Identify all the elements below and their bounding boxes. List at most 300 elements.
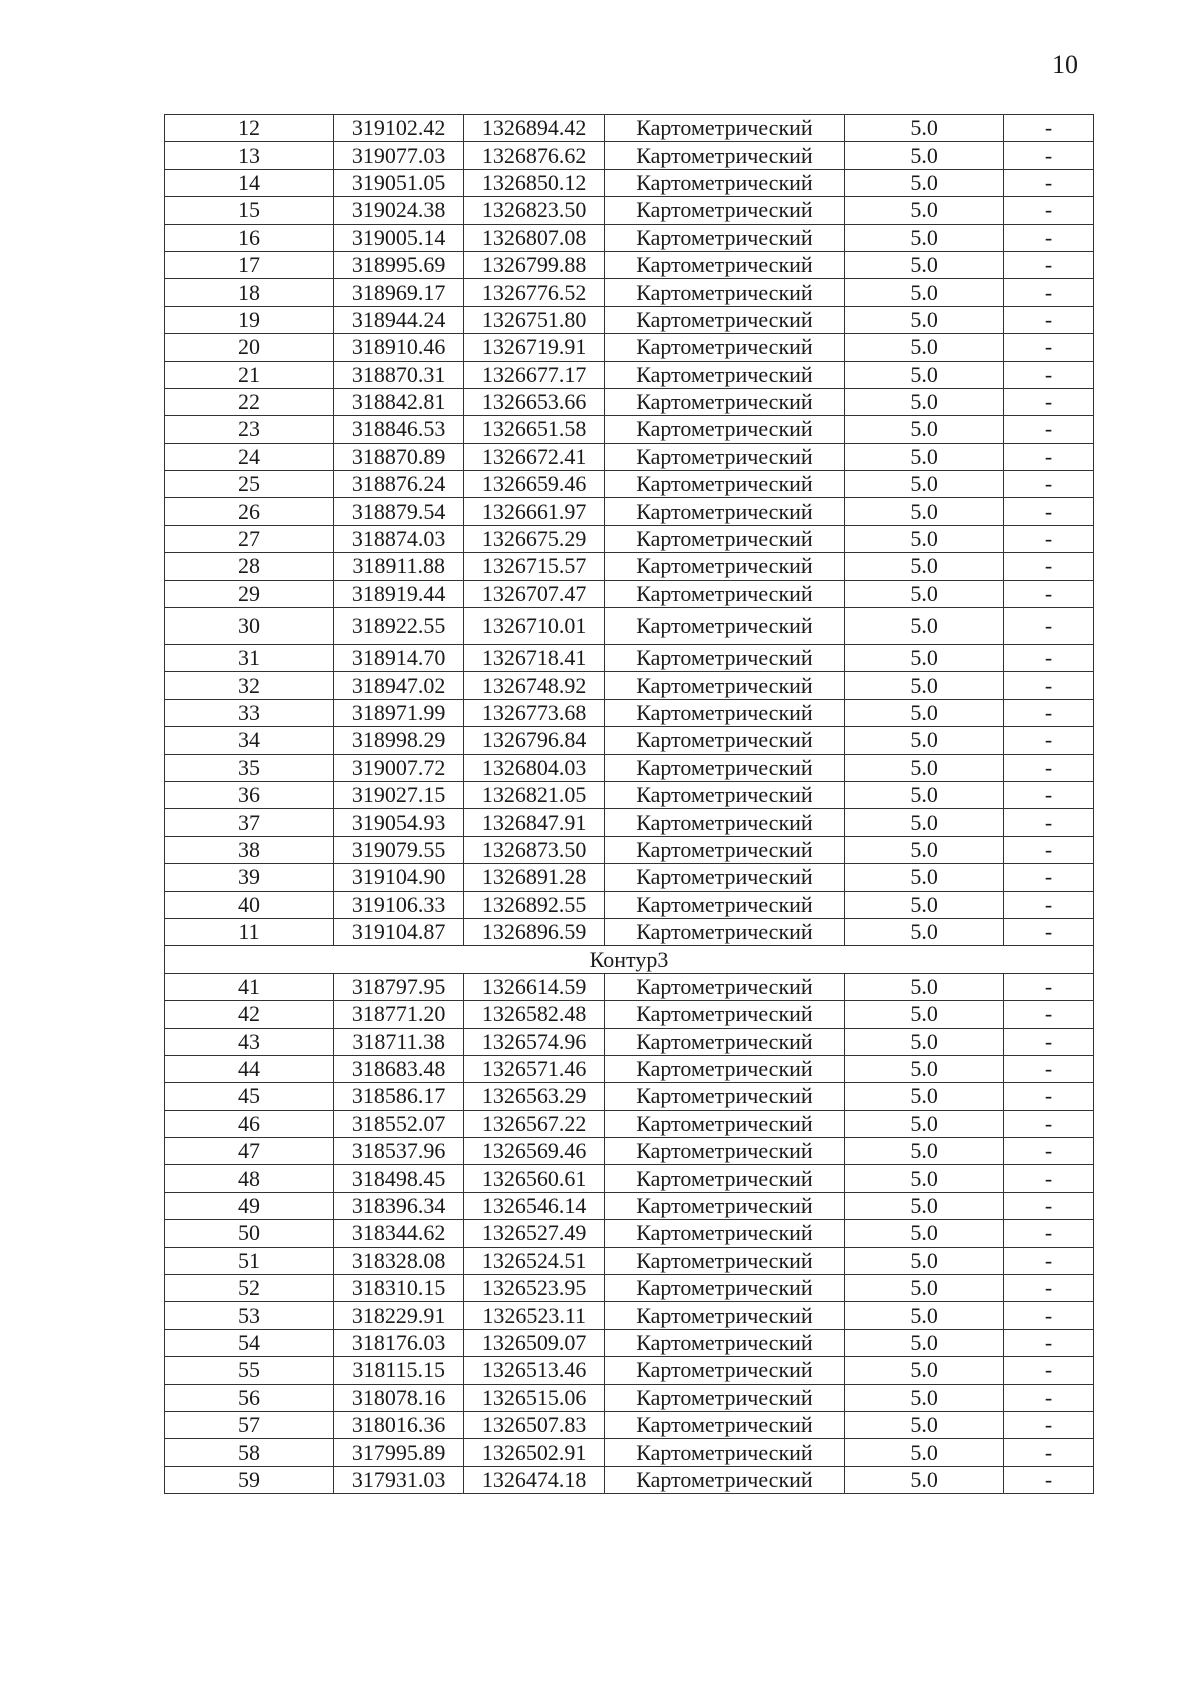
- description-cell: -: [1004, 1055, 1094, 1082]
- method-cell: Картометрический: [604, 525, 844, 552]
- description-cell: -: [1004, 197, 1094, 224]
- y-coordinate-cell: 1326502.91: [464, 1439, 605, 1466]
- method-cell: Картометрический: [604, 608, 844, 645]
- accuracy-cell: 5.0: [845, 471, 1004, 498]
- accuracy-cell: 5.0: [845, 836, 1004, 863]
- table-row: [165, 197, 1094, 224]
- x-coordinate-cell: 318797.95: [333, 973, 463, 1000]
- point-number-cell: 46: [165, 1110, 334, 1137]
- method-cell: Картометрический: [604, 1247, 844, 1274]
- accuracy-cell: 5.0: [845, 1302, 1004, 1329]
- accuracy-cell: 5.0: [845, 1275, 1004, 1302]
- table-row: [165, 334, 1094, 361]
- y-coordinate-cell: 1326776.52: [464, 279, 605, 306]
- x-coordinate-cell: 318914.70: [333, 645, 463, 672]
- description-cell: -: [1004, 836, 1094, 863]
- table-row: [165, 1247, 1094, 1274]
- y-coordinate-cell: 1326748.92: [464, 672, 605, 699]
- method-cell: Картометрический: [604, 142, 844, 169]
- table-row: [165, 361, 1094, 388]
- x-coordinate-cell: 318969.17: [333, 279, 463, 306]
- point-number-cell: 56: [165, 1384, 334, 1411]
- x-coordinate-cell: 318016.36: [333, 1411, 463, 1438]
- point-number-cell: 20: [165, 334, 334, 361]
- accuracy-cell: 5.0: [845, 1220, 1004, 1247]
- y-coordinate-cell: 1326653.66: [464, 388, 605, 415]
- x-coordinate-cell: 319005.14: [333, 224, 463, 251]
- accuracy-cell: 5.0: [845, 553, 1004, 580]
- table-row: [165, 498, 1094, 525]
- y-coordinate-cell: 1326513.46: [464, 1357, 605, 1384]
- x-coordinate-cell: 319007.72: [333, 754, 463, 781]
- y-coordinate-cell: 1326892.55: [464, 891, 605, 918]
- point-number-cell: 11: [165, 918, 334, 945]
- x-coordinate-cell: 318944.24: [333, 306, 463, 333]
- description-cell: -: [1004, 416, 1094, 443]
- y-coordinate-cell: 1326574.96: [464, 1028, 605, 1055]
- accuracy-cell: 5.0: [845, 169, 1004, 196]
- method-cell: Картометрический: [604, 836, 844, 863]
- method-cell: Картометрический: [604, 1411, 844, 1438]
- method-cell: Картометрический: [604, 809, 844, 836]
- description-cell: -: [1004, 1110, 1094, 1137]
- accuracy-cell: 5.0: [845, 115, 1004, 142]
- description-cell: -: [1004, 891, 1094, 918]
- method-cell: Картометрический: [604, 1439, 844, 1466]
- y-coordinate-cell: 1326847.91: [464, 809, 605, 836]
- accuracy-cell: 5.0: [845, 809, 1004, 836]
- accuracy-cell: 5.0: [845, 727, 1004, 754]
- description-cell: -: [1004, 1001, 1094, 1028]
- y-coordinate-cell: 1326873.50: [464, 836, 605, 863]
- accuracy-cell: 5.0: [845, 645, 1004, 672]
- x-coordinate-cell: 318919.44: [333, 580, 463, 607]
- accuracy-cell: 5.0: [845, 1083, 1004, 1110]
- description-cell: -: [1004, 224, 1094, 251]
- point-number-cell: 29: [165, 580, 334, 607]
- table-row: [165, 645, 1094, 672]
- accuracy-cell: 5.0: [845, 1357, 1004, 1384]
- table-row: [165, 1055, 1094, 1082]
- accuracy-cell: 5.0: [845, 334, 1004, 361]
- point-number-cell: 34: [165, 727, 334, 754]
- description-cell: -: [1004, 754, 1094, 781]
- point-number-cell: 59: [165, 1466, 334, 1493]
- y-coordinate-cell: 1326582.48: [464, 1001, 605, 1028]
- y-coordinate-cell: 1326563.29: [464, 1083, 605, 1110]
- point-number-cell: 28: [165, 553, 334, 580]
- accuracy-cell: 5.0: [845, 781, 1004, 808]
- method-cell: Картометрический: [604, 1384, 844, 1411]
- description-cell: -: [1004, 169, 1094, 196]
- x-coordinate-cell: 318344.62: [333, 1220, 463, 1247]
- method-cell: Картометрический: [604, 864, 844, 891]
- description-cell: -: [1004, 1275, 1094, 1302]
- point-number-cell: 54: [165, 1329, 334, 1356]
- description-cell: -: [1004, 1165, 1094, 1192]
- accuracy-cell: 5.0: [845, 224, 1004, 251]
- point-number-cell: 43: [165, 1028, 334, 1055]
- x-coordinate-cell: 318498.45: [333, 1165, 463, 1192]
- accuracy-cell: 5.0: [845, 1411, 1004, 1438]
- y-coordinate-cell: 1326804.03: [464, 754, 605, 781]
- accuracy-cell: 5.0: [845, 754, 1004, 781]
- point-number-cell: 40: [165, 891, 334, 918]
- method-cell: Картометрический: [604, 1192, 844, 1219]
- y-coordinate-cell: 1326659.46: [464, 471, 605, 498]
- y-coordinate-cell: 1326823.50: [464, 197, 605, 224]
- method-cell: Картометрический: [604, 197, 844, 224]
- method-cell: Картометрический: [604, 645, 844, 672]
- table-row: [165, 1220, 1094, 1247]
- x-coordinate-cell: 319027.15: [333, 781, 463, 808]
- x-coordinate-cell: 318870.89: [333, 443, 463, 470]
- method-cell: Картометрический: [604, 416, 844, 443]
- x-coordinate-cell: 318910.46: [333, 334, 463, 361]
- point-number-cell: 50: [165, 1220, 334, 1247]
- method-cell: Картометрический: [604, 891, 844, 918]
- y-coordinate-cell: 1326515.06: [464, 1384, 605, 1411]
- description-cell: -: [1004, 580, 1094, 607]
- point-number-cell: 51: [165, 1247, 334, 1274]
- method-cell: Картометрический: [604, 699, 844, 726]
- table-row: [165, 1302, 1094, 1329]
- accuracy-cell: 5.0: [845, 388, 1004, 415]
- description-cell: -: [1004, 142, 1094, 169]
- table-row: [165, 553, 1094, 580]
- table-row: [165, 224, 1094, 251]
- point-number-cell: 31: [165, 645, 334, 672]
- x-coordinate-cell: 318229.91: [333, 1302, 463, 1329]
- x-coordinate-cell: 318310.15: [333, 1275, 463, 1302]
- table-row: [165, 1028, 1094, 1055]
- point-number-cell: 58: [165, 1439, 334, 1466]
- method-cell: Картометрический: [604, 754, 844, 781]
- y-coordinate-cell: 1326527.49: [464, 1220, 605, 1247]
- y-coordinate-cell: 1326523.95: [464, 1275, 605, 1302]
- table-row: [165, 1275, 1094, 1302]
- point-number-cell: 23: [165, 416, 334, 443]
- accuracy-cell: 5.0: [845, 1466, 1004, 1493]
- method-cell: Картометрический: [604, 1275, 844, 1302]
- table-row: [165, 306, 1094, 333]
- method-cell: Картометрический: [604, 1357, 844, 1384]
- x-coordinate-cell: 318078.16: [333, 1384, 463, 1411]
- description-cell: -: [1004, 471, 1094, 498]
- method-cell: Картометрический: [604, 553, 844, 580]
- method-cell: Картометрический: [604, 973, 844, 1000]
- table-row: [165, 608, 1094, 645]
- table-row: [165, 973, 1094, 1000]
- x-coordinate-cell: 318846.53: [333, 416, 463, 443]
- description-cell: -: [1004, 1357, 1094, 1384]
- table-row: [165, 781, 1094, 808]
- description-cell: -: [1004, 781, 1094, 808]
- description-cell: -: [1004, 361, 1094, 388]
- table-row: [165, 443, 1094, 470]
- x-coordinate-cell: 318115.15: [333, 1357, 463, 1384]
- x-coordinate-cell: 318711.38: [333, 1028, 463, 1055]
- method-cell: Картометрический: [604, 169, 844, 196]
- x-coordinate-cell: 318396.34: [333, 1192, 463, 1219]
- point-number-cell: 49: [165, 1192, 334, 1219]
- point-number-cell: 32: [165, 672, 334, 699]
- point-number-cell: 45: [165, 1083, 334, 1110]
- x-coordinate-cell: 319106.33: [333, 891, 463, 918]
- y-coordinate-cell: 1326507.83: [464, 1411, 605, 1438]
- y-coordinate-cell: 1326796.84: [464, 727, 605, 754]
- table-row: [165, 891, 1094, 918]
- method-cell: Картометрический: [604, 115, 844, 142]
- accuracy-cell: 5.0: [845, 973, 1004, 1000]
- table-row: [165, 251, 1094, 278]
- table-row: [165, 525, 1094, 552]
- point-number-cell: 53: [165, 1302, 334, 1329]
- y-coordinate-cell: 1326896.59: [464, 918, 605, 945]
- accuracy-cell: 5.0: [845, 525, 1004, 552]
- point-number-cell: 48: [165, 1165, 334, 1192]
- description-cell: -: [1004, 1302, 1094, 1329]
- accuracy-cell: 5.0: [845, 361, 1004, 388]
- point-number-cell: 30: [165, 608, 334, 645]
- accuracy-cell: 5.0: [845, 142, 1004, 169]
- x-coordinate-cell: 318771.20: [333, 1001, 463, 1028]
- y-coordinate-cell: 1326509.07: [464, 1329, 605, 1356]
- method-cell: Картометрический: [604, 1001, 844, 1028]
- y-coordinate-cell: 1326567.22: [464, 1110, 605, 1137]
- accuracy-cell: 5.0: [845, 672, 1004, 699]
- accuracy-cell: 5.0: [845, 864, 1004, 891]
- table-row: [165, 809, 1094, 836]
- table-row: [165, 1329, 1094, 1356]
- x-coordinate-cell: 318879.54: [333, 498, 463, 525]
- description-cell: -: [1004, 727, 1094, 754]
- y-coordinate-cell: 1326751.80: [464, 306, 605, 333]
- accuracy-cell: 5.0: [845, 918, 1004, 945]
- y-coordinate-cell: 1326715.57: [464, 553, 605, 580]
- accuracy-cell: 5.0: [845, 279, 1004, 306]
- table-row: [165, 672, 1094, 699]
- table-row: [165, 279, 1094, 306]
- table-row: [165, 1138, 1094, 1165]
- point-number-cell: 16: [165, 224, 334, 251]
- method-cell: Картометрический: [604, 388, 844, 415]
- method-cell: Картометрический: [604, 1138, 844, 1165]
- method-cell: Картометрический: [604, 1055, 844, 1082]
- x-coordinate-cell: 318922.55: [333, 608, 463, 645]
- method-cell: Картометрический: [604, 918, 844, 945]
- method-cell: Картометрический: [604, 443, 844, 470]
- description-cell: -: [1004, 973, 1094, 1000]
- x-coordinate-cell: 318683.48: [333, 1055, 463, 1082]
- description-cell: -: [1004, 443, 1094, 470]
- coordinates-table: [164, 114, 1094, 1494]
- x-coordinate-cell: 318537.96: [333, 1138, 463, 1165]
- method-cell: Картометрический: [604, 224, 844, 251]
- table-row: [165, 142, 1094, 169]
- description-cell: -: [1004, 306, 1094, 333]
- y-coordinate-cell: 1326651.58: [464, 416, 605, 443]
- accuracy-cell: 5.0: [845, 699, 1004, 726]
- section-title: Контур3: [165, 946, 1094, 973]
- description-cell: -: [1004, 1411, 1094, 1438]
- point-number-cell: 13: [165, 142, 334, 169]
- point-number-cell: 19: [165, 306, 334, 333]
- x-coordinate-cell: 319077.03: [333, 142, 463, 169]
- description-cell: -: [1004, 645, 1094, 672]
- y-coordinate-cell: 1326675.29: [464, 525, 605, 552]
- y-coordinate-cell: 1326523.11: [464, 1302, 605, 1329]
- accuracy-cell: 5.0: [845, 498, 1004, 525]
- x-coordinate-cell: 318947.02: [333, 672, 463, 699]
- point-number-cell: 42: [165, 1001, 334, 1028]
- point-number-cell: 15: [165, 197, 334, 224]
- description-cell: -: [1004, 672, 1094, 699]
- y-coordinate-cell: 1326719.91: [464, 334, 605, 361]
- description-cell: -: [1004, 1028, 1094, 1055]
- table-row: [165, 388, 1094, 415]
- x-coordinate-cell: 319024.38: [333, 197, 463, 224]
- y-coordinate-cell: 1326677.17: [464, 361, 605, 388]
- y-coordinate-cell: 1326614.59: [464, 973, 605, 1000]
- table-row: [165, 1466, 1094, 1493]
- y-coordinate-cell: 1326571.46: [464, 1055, 605, 1082]
- point-number-cell: 21: [165, 361, 334, 388]
- x-coordinate-cell: 317931.03: [333, 1466, 463, 1493]
- x-coordinate-cell: 318328.08: [333, 1247, 463, 1274]
- point-number-cell: 17: [165, 251, 334, 278]
- table-row: [165, 471, 1094, 498]
- accuracy-cell: 5.0: [845, 1192, 1004, 1219]
- table-row: [165, 580, 1094, 607]
- table-row: [165, 1411, 1094, 1438]
- x-coordinate-cell: 319102.42: [333, 115, 463, 142]
- description-cell: -: [1004, 1466, 1094, 1493]
- table-row: [165, 699, 1094, 726]
- y-coordinate-cell: 1326474.18: [464, 1466, 605, 1493]
- description-cell: -: [1004, 1329, 1094, 1356]
- description-cell: -: [1004, 809, 1094, 836]
- table-row: [165, 1083, 1094, 1110]
- point-number-cell: 37: [165, 809, 334, 836]
- x-coordinate-cell: 317995.89: [333, 1439, 463, 1466]
- description-cell: -: [1004, 1138, 1094, 1165]
- method-cell: Картометрический: [604, 498, 844, 525]
- method-cell: Картометрический: [604, 672, 844, 699]
- table-row: [165, 1357, 1094, 1384]
- section-row: [165, 946, 1094, 973]
- x-coordinate-cell: 318995.69: [333, 251, 463, 278]
- description-cell: -: [1004, 918, 1094, 945]
- method-cell: Картометрический: [604, 580, 844, 607]
- method-cell: Картометрический: [604, 279, 844, 306]
- accuracy-cell: 5.0: [845, 1055, 1004, 1082]
- accuracy-cell: 5.0: [845, 306, 1004, 333]
- method-cell: Картометрический: [604, 1083, 844, 1110]
- table-row: [165, 1384, 1094, 1411]
- x-coordinate-cell: 318876.24: [333, 471, 463, 498]
- description-cell: -: [1004, 1439, 1094, 1466]
- point-number-cell: 57: [165, 1411, 334, 1438]
- accuracy-cell: 5.0: [845, 1329, 1004, 1356]
- description-cell: -: [1004, 525, 1094, 552]
- coordinates-table-body: [165, 115, 1094, 1494]
- y-coordinate-cell: 1326524.51: [464, 1247, 605, 1274]
- table-row: [165, 1165, 1094, 1192]
- page-number: 10: [1052, 50, 1078, 79]
- description-cell: -: [1004, 1247, 1094, 1274]
- y-coordinate-cell: 1326707.47: [464, 580, 605, 607]
- point-number-cell: 52: [165, 1275, 334, 1302]
- method-cell: Картометрический: [604, 306, 844, 333]
- accuracy-cell: 5.0: [845, 251, 1004, 278]
- description-cell: -: [1004, 1083, 1094, 1110]
- description-cell: -: [1004, 699, 1094, 726]
- table-row: [165, 1001, 1094, 1028]
- point-number-cell: 38: [165, 836, 334, 863]
- point-number-cell: 27: [165, 525, 334, 552]
- y-coordinate-cell: 1326718.41: [464, 645, 605, 672]
- table-row: [165, 1110, 1094, 1137]
- point-number-cell: 47: [165, 1138, 334, 1165]
- description-cell: -: [1004, 251, 1094, 278]
- table-row: [165, 169, 1094, 196]
- description-cell: -: [1004, 864, 1094, 891]
- accuracy-cell: 5.0: [845, 891, 1004, 918]
- point-number-cell: 41: [165, 973, 334, 1000]
- accuracy-cell: 5.0: [845, 608, 1004, 645]
- point-number-cell: 25: [165, 471, 334, 498]
- method-cell: Картометрический: [604, 1165, 844, 1192]
- x-coordinate-cell: 318971.99: [333, 699, 463, 726]
- description-cell: -: [1004, 388, 1094, 415]
- x-coordinate-cell: 318998.29: [333, 727, 463, 754]
- x-coordinate-cell: 318874.03: [333, 525, 463, 552]
- accuracy-cell: 5.0: [845, 1247, 1004, 1274]
- y-coordinate-cell: 1326894.42: [464, 115, 605, 142]
- y-coordinate-cell: 1326821.05: [464, 781, 605, 808]
- method-cell: Картометрический: [604, 781, 844, 808]
- description-cell: -: [1004, 553, 1094, 580]
- y-coordinate-cell: 1326807.08: [464, 224, 605, 251]
- x-coordinate-cell: 319051.05: [333, 169, 463, 196]
- point-number-cell: 36: [165, 781, 334, 808]
- accuracy-cell: 5.0: [845, 1165, 1004, 1192]
- point-number-cell: 14: [165, 169, 334, 196]
- point-number-cell: 35: [165, 754, 334, 781]
- method-cell: Картометрический: [604, 471, 844, 498]
- y-coordinate-cell: 1326799.88: [464, 251, 605, 278]
- method-cell: Картометрический: [604, 1028, 844, 1055]
- method-cell: Картометрический: [604, 334, 844, 361]
- description-cell: -: [1004, 1220, 1094, 1247]
- method-cell: Картометрический: [604, 361, 844, 388]
- accuracy-cell: 5.0: [845, 1110, 1004, 1137]
- accuracy-cell: 5.0: [845, 580, 1004, 607]
- point-number-cell: 26: [165, 498, 334, 525]
- accuracy-cell: 5.0: [845, 1384, 1004, 1411]
- y-coordinate-cell: 1326850.12: [464, 169, 605, 196]
- x-coordinate-cell: 318870.31: [333, 361, 463, 388]
- accuracy-cell: 5.0: [845, 197, 1004, 224]
- description-cell: -: [1004, 334, 1094, 361]
- y-coordinate-cell: 1326560.61: [464, 1165, 605, 1192]
- y-coordinate-cell: 1326876.62: [464, 142, 605, 169]
- table-row: [165, 754, 1094, 781]
- x-coordinate-cell: 319079.55: [333, 836, 463, 863]
- description-cell: -: [1004, 279, 1094, 306]
- y-coordinate-cell: 1326546.14: [464, 1192, 605, 1219]
